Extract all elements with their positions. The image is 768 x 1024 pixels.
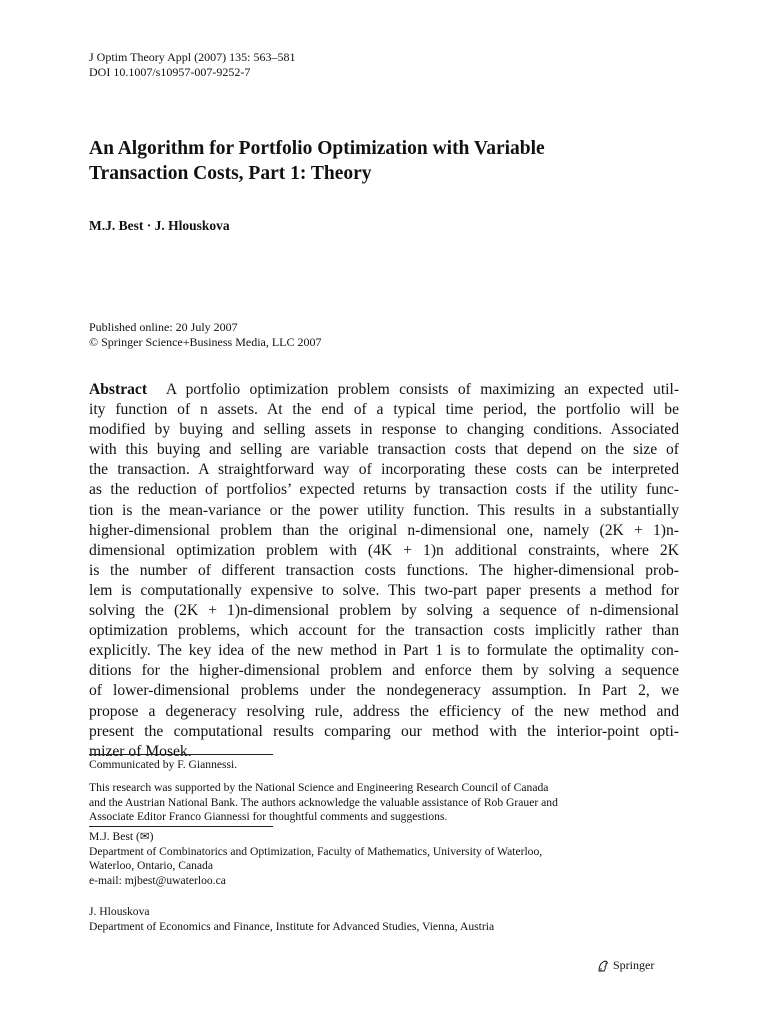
paper-title: [89, 136, 689, 186]
abstract-line: is the number of different transaction costs functions. The higher-dimensional prob-: [89, 561, 679, 579]
abstract-line: solving the (2K + 1)n-dimensional problem by solving a sequence of n-dimensional: [89, 602, 679, 620]
journal-header: [89, 50, 295, 80]
communicated-note: [89, 758, 237, 773]
title-line: Transaction Costs, Part 1: Theory: [89, 163, 372, 184]
publication-info: [89, 320, 322, 350]
affiliation-line: Waterloo, Ontario, Canada: [89, 859, 213, 872]
author1-name: M.J. Best (✉): [89, 830, 154, 843]
abstract-line: propose a degeneracy resolving rule, address the efficiency of the new method and: [89, 702, 679, 720]
abstract-line: explicitly. The key idea of the new method in Part 1 is to formulate the optimality con-: [89, 642, 679, 660]
affiliation-line: Department of Economics and Finance, Institute for Advanced Studies, Vienna, Austria: [89, 919, 495, 933]
abstract-label: Abstract: [89, 381, 148, 398]
abstract-line: ditions for the higher-dimensional problem and enforce them by solving a sequence: [89, 662, 679, 680]
abstract-line: [89, 380, 679, 400]
abstract-text: A portfolio optimization problem consists of maximizing an expected util-: [165, 381, 680, 398]
abstract-line: dimensional optimization problem with (4K + 1)n additional constraints, where 2K: [89, 541, 679, 559]
journal-doi: DOI 10.1007/s10957-007-9252-7: [89, 65, 251, 79]
abstract-line: modified by buying and selling assets in response to changing conditions. Associated: [89, 421, 679, 439]
abstract-line: the transaction. A straightforward way of incorporating these costs can be interpreted: [89, 461, 679, 479]
support-line: This research was supported by the National Science and Engineering Research Council of Canada: [89, 781, 549, 794]
abstract-line: present the computational results comparing our method with the interior-point opti-: [89, 722, 679, 740]
support-line: Associate Editor Franco Giannessi for thoughtful comments and suggestions.: [89, 810, 448, 823]
abstract-line: ity function of n assets. At the end of a typical time period, the portfolio will be: [89, 401, 679, 419]
springer-logo: [596, 958, 654, 973]
abstract-line: of lower-dimensional problems under the nondegeneracy assumption. In Part 2, we: [89, 682, 679, 700]
abstract-line: lem is computationally expensive to solve. This two-part paper presents a method for: [89, 581, 679, 599]
published-online: Published online: 20 July 2007: [89, 320, 238, 334]
author1-affiliation: [89, 830, 542, 888]
affiliation-line: Department of Combinatorics and Optimization, Faculty of Mathematics, University of Waterloo,: [89, 844, 543, 858]
abstract: [89, 380, 679, 762]
author2-affiliation: [89, 905, 494, 934]
copyright: © Springer Science+Business Media, LLC 2007: [89, 335, 322, 349]
abstract-line: mizer of Mosek.: [89, 742, 192, 760]
support-line: and the Austrian National Bank. The authors acknowledge the valuable assistance of Rob Grauer and: [89, 795, 558, 809]
title-line: An Algorithm for Portfolio Optimization with Variable: [89, 138, 545, 159]
abstract-line: optimization problems, which account for the transaction costs implicitly rather than: [89, 622, 679, 640]
author-list: M.J. Best · J. Hlouskova: [89, 218, 230, 233]
abstract-line: tion is the mean-variance or the power utility function. This results in a substantially: [89, 501, 679, 519]
footnote-divider: [89, 754, 273, 755]
abstract-line: as the reduction of portfolios’ expected returns by transaction costs if the utility func-: [89, 481, 679, 499]
journal-citation: J Optim Theory Appl (2007) 135: 563–581: [89, 50, 296, 64]
abstract-line: with this buying and selling are variable transaction costs that depend on the size of: [89, 441, 679, 459]
abstract-line: higher-dimensional problem than the original n-dimensional one, namely (2K + 1)n-: [89, 521, 679, 539]
support-note: [89, 781, 558, 825]
publisher-name: Springer: [613, 958, 655, 972]
communicated-text: Communicated by F. Giannessi.: [89, 758, 238, 771]
author1-email: e-mail: mjbest@uwaterloo.ca: [89, 873, 226, 887]
author2-name: J. Hlouskova: [89, 905, 150, 918]
springer-horse-icon: [596, 959, 610, 973]
footnote-divider: [89, 826, 273, 827]
